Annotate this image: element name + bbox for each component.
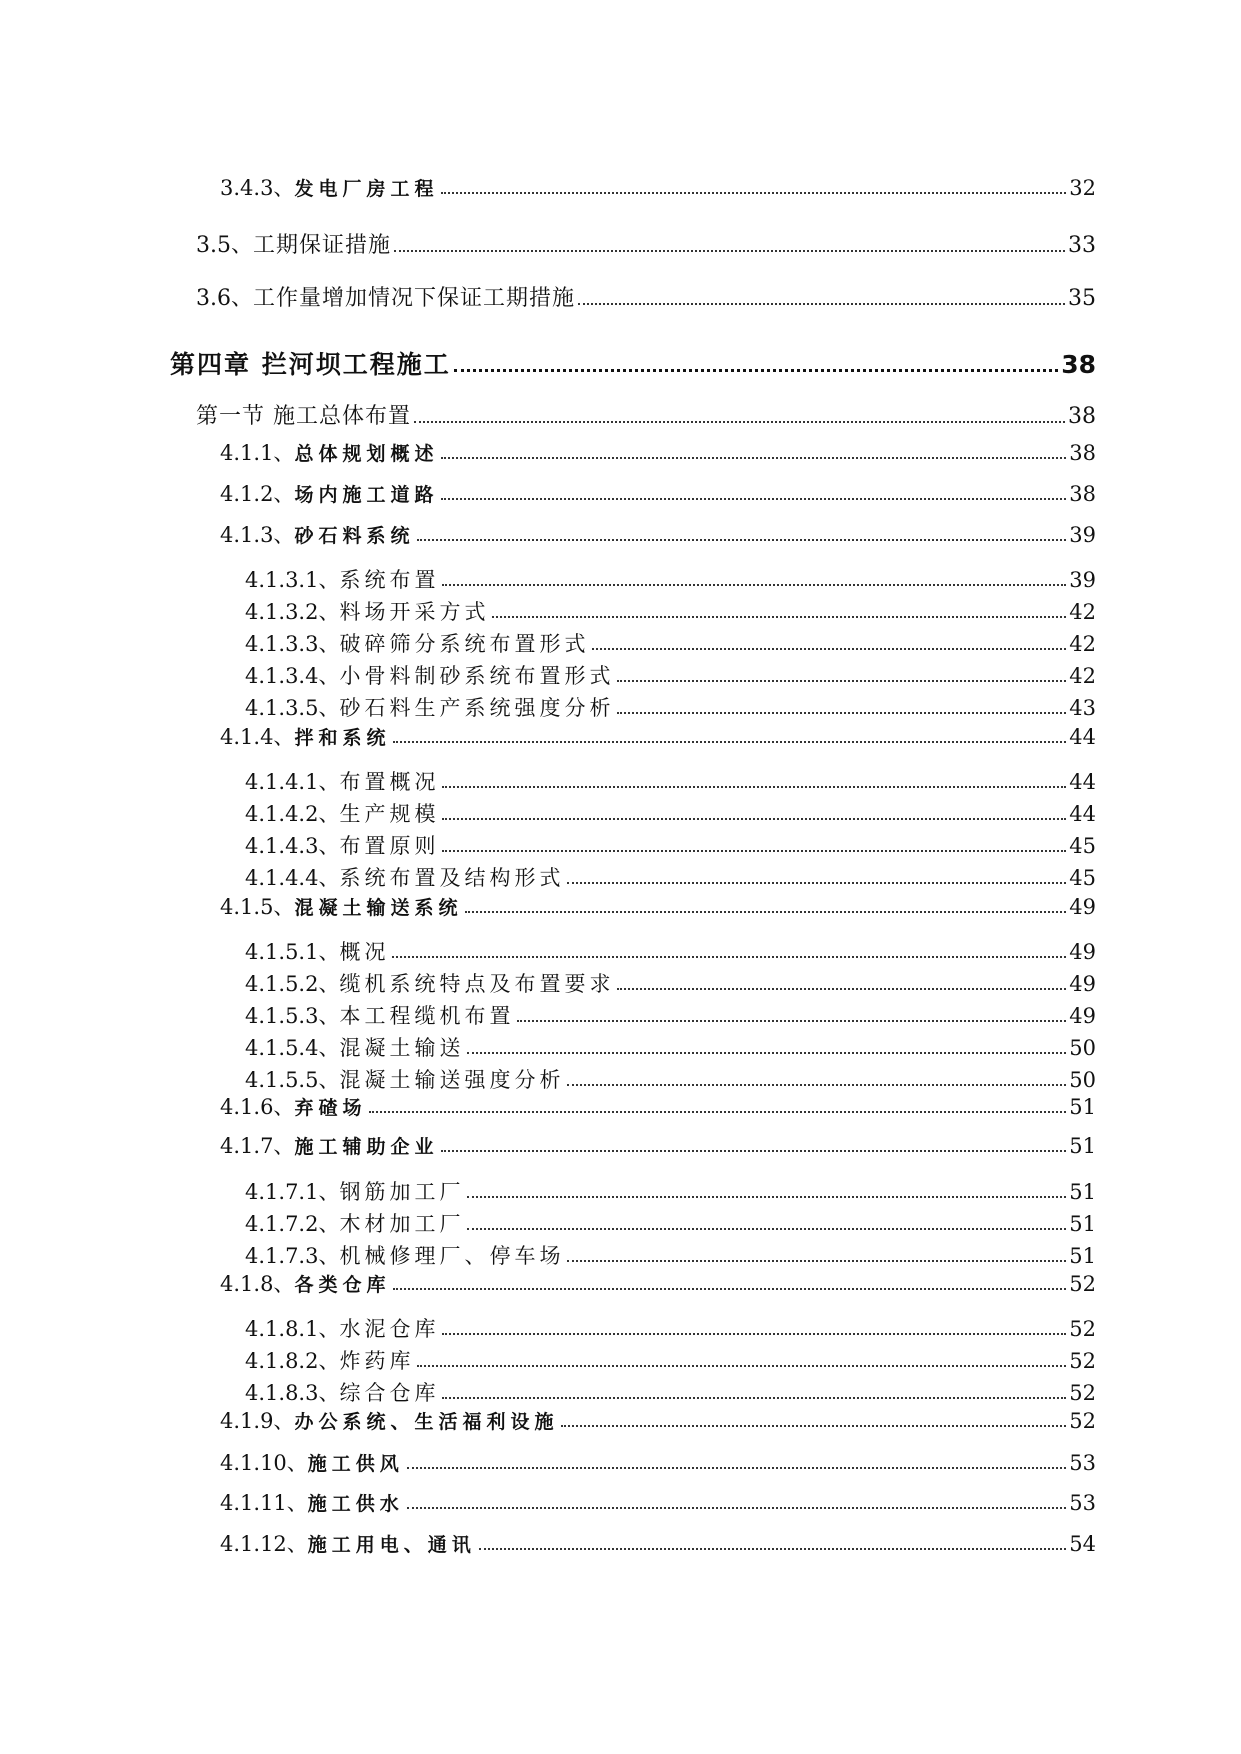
toc-number: 4.1.1、 — [220, 441, 295, 465]
toc-entry-4-1-1[interactable] — [220, 443, 1096, 464]
toc-number: 4.1.5.4、 — [245, 1036, 340, 1060]
toc-number: 4.1.8.2、 — [245, 1349, 340, 1373]
toc-title: 工期保证措施 — [253, 233, 392, 258]
dot-leader — [442, 850, 1066, 852]
toc-title: 发电厂房工程 — [294, 178, 439, 200]
toc-number: 4.1.6、 — [220, 1095, 295, 1119]
toc-entry-4-1-4-4[interactable] — [245, 868, 1096, 889]
toc-page: 51 — [1069, 1244, 1096, 1268]
dot-leader — [561, 1425, 1066, 1427]
toc-page: 39 — [1069, 568, 1096, 592]
toc-title: 办公系统、生活福利设施 — [294, 1411, 559, 1433]
toc-page: 53 — [1069, 1491, 1096, 1515]
dot-leader — [442, 818, 1066, 820]
toc-entry-section-1[interactable] — [196, 406, 1096, 428]
dot-leader — [617, 712, 1066, 714]
dot-leader — [567, 1084, 1066, 1086]
toc-number: 4.1.3、 — [220, 523, 295, 547]
dot-leader — [578, 303, 1065, 305]
toc-number: 4.1.2、 — [220, 482, 295, 506]
toc-number: 3.6、 — [196, 286, 253, 311]
toc-title: 布置原则 — [339, 834, 440, 858]
toc-title: 生产规模 — [339, 802, 440, 826]
dot-leader — [442, 1333, 1066, 1335]
toc-entry-4-1-8-1[interactable] — [245, 1319, 1096, 1340]
toc-entry-4-1-3-2[interactable] — [245, 602, 1096, 623]
toc-title: 料场开采方式 — [339, 600, 490, 624]
toc-page: 39 — [1069, 523, 1096, 547]
toc-entry-4-1-12[interactable] — [220, 1534, 1096, 1555]
toc-entry-4-1-3-5[interactable] — [245, 698, 1096, 719]
toc-entry-4-1-10[interactable] — [220, 1453, 1096, 1474]
toc-title: 施工辅助企业 — [294, 1136, 439, 1158]
toc-page: 50 — [1069, 1036, 1096, 1060]
dot-leader — [417, 1365, 1066, 1367]
toc-entry-4-1-4[interactable] — [220, 727, 1096, 748]
toc-number: 4.1.8.3、 — [245, 1381, 340, 1405]
toc-title: 施工供水 — [307, 1493, 404, 1515]
dot-leader — [467, 1196, 1066, 1198]
toc-entry-4-1-8-2[interactable] — [245, 1351, 1096, 1372]
toc-number: 4.1.7.2、 — [245, 1212, 340, 1236]
toc-page: 52 — [1069, 1272, 1096, 1296]
toc-title: 砂石料系统 — [294, 525, 415, 547]
dot-leader — [467, 1052, 1066, 1054]
toc-page: 49 — [1069, 1004, 1096, 1028]
toc-title: 总体规划概述 — [294, 443, 439, 465]
toc-title: 施工用电、通讯 — [307, 1534, 476, 1556]
toc-entry-4-1-5-1[interactable] — [245, 942, 1096, 963]
toc-number: 4.1.3.1、 — [245, 568, 340, 592]
toc-entry-4-1-7-3[interactable] — [245, 1246, 1096, 1267]
toc-number: 4.1.3.5、 — [245, 696, 340, 720]
toc-title: 混凝土输送系统 — [294, 897, 463, 919]
toc-entry-4-1-6[interactable] — [220, 1097, 1096, 1118]
toc-number: 4.1.10、 — [220, 1451, 308, 1475]
dot-leader — [441, 457, 1066, 459]
dot-leader — [393, 1288, 1066, 1290]
toc-entry-4-1-7-1[interactable] — [245, 1182, 1096, 1203]
toc-page: 51 — [1069, 1212, 1096, 1236]
toc-page: 32 — [1069, 176, 1096, 200]
toc-title: 机械修理厂、停车场 — [339, 1244, 565, 1268]
toc-page: 53 — [1069, 1451, 1096, 1475]
toc-title: 水泥仓库 — [339, 1317, 440, 1341]
toc-number: 4.1.8、 — [220, 1272, 295, 1296]
toc-page: 44 — [1069, 802, 1096, 826]
toc-page: 44 — [1069, 770, 1096, 794]
dot-leader — [417, 539, 1066, 541]
dot-leader — [492, 616, 1066, 618]
toc-page: 43 — [1069, 696, 1096, 720]
toc-number: 3.5、 — [196, 233, 253, 258]
dot-leader — [392, 956, 1066, 958]
toc-page: 51 — [1069, 1180, 1096, 1204]
toc-number: 4.1.4、 — [220, 725, 295, 749]
dot-leader — [441, 498, 1066, 500]
dot-leader — [567, 1260, 1066, 1262]
toc-page: 51 — [1069, 1134, 1096, 1158]
dot-leader — [442, 786, 1066, 788]
toc-number: 3.4.3、 — [220, 176, 295, 200]
toc-title: 系统布置 — [339, 568, 440, 592]
dot-leader — [369, 1111, 1066, 1113]
dot-leader — [394, 250, 1065, 252]
toc-title: 场内施工道路 — [294, 484, 439, 506]
toc-entry-4-1-5-2[interactable] — [245, 974, 1096, 995]
dot-leader — [442, 1397, 1066, 1399]
toc-title: 木材加工厂 — [339, 1212, 465, 1236]
toc-page: 54 — [1069, 1532, 1096, 1556]
dot-leader — [414, 421, 1065, 423]
dot-leader — [407, 1467, 1066, 1469]
toc-title: 炸药库 — [339, 1349, 415, 1373]
toc-entry-4-1-3[interactable] — [220, 525, 1096, 546]
dot-leader — [467, 1228, 1066, 1230]
toc-page: 49 — [1069, 972, 1096, 996]
toc-title: 第一节 施工总体布置 — [196, 404, 411, 429]
toc-number: 4.1.11、 — [220, 1491, 308, 1515]
toc-number: 4.1.3.3、 — [245, 632, 340, 656]
toc-entry-3-6[interactable] — [196, 288, 1096, 310]
toc-number: 4.1.9、 — [220, 1409, 295, 1433]
toc-entry-chapter-4[interactable] — [170, 352, 1096, 377]
toc-number: 4.1.7、 — [220, 1134, 295, 1158]
toc-number: 4.1.5.1、 — [245, 940, 340, 964]
toc-page: 38 — [1068, 404, 1096, 429]
dot-leader — [465, 911, 1066, 913]
toc-title: 弃碴场 — [294, 1097, 367, 1119]
toc-entry-4-1-5-4[interactable] — [245, 1038, 1096, 1059]
toc-number: 4.1.4.4、 — [245, 866, 340, 890]
toc-entry-4-1-7[interactable] — [220, 1136, 1096, 1157]
toc-page: 51 — [1069, 1095, 1096, 1119]
toc-entry-4-1-4-3[interactable] — [245, 836, 1096, 857]
toc-number: 4.1.5.5、 — [245, 1068, 340, 1092]
toc-number: 4.1.4.3、 — [245, 834, 340, 858]
toc-page: 33 — [1068, 233, 1096, 258]
toc-page: 45 — [1069, 866, 1096, 890]
dot-leader — [479, 1548, 1066, 1550]
dot-leader — [517, 1020, 1066, 1022]
dot-leader — [592, 648, 1066, 650]
toc-title: 综合仓库 — [339, 1381, 440, 1405]
toc-title: 概况 — [339, 940, 390, 964]
dot-leader — [393, 741, 1066, 743]
toc-title: 砂石料生产系统强度分析 — [339, 696, 615, 720]
toc-entry-4-1-3-4[interactable] — [245, 666, 1096, 687]
toc-title: 缆机系统特点及布置要求 — [339, 972, 615, 996]
toc-title: 破碎筛分系统布置形式 — [339, 632, 590, 656]
toc-entry-4-1-4-1[interactable] — [245, 772, 1096, 793]
toc-title: 第四章 拦河坝工程施工 — [170, 350, 451, 379]
toc-entry-4-1-5-3[interactable] — [245, 1006, 1096, 1027]
toc-entry-3-5[interactable] — [196, 235, 1096, 257]
dot-leader — [442, 584, 1066, 586]
toc-entry-4-1-7-2[interactable] — [245, 1214, 1096, 1235]
toc-entry-4-1-8-3[interactable] — [245, 1383, 1096, 1404]
toc-title: 混凝土输送 — [339, 1036, 465, 1060]
toc-page: 42 — [1069, 664, 1096, 688]
toc-title: 拌和系统 — [294, 727, 391, 749]
toc-entry-4-1-4-2[interactable] — [245, 804, 1096, 825]
toc-page: 45 — [1069, 834, 1096, 858]
toc-page: 38 — [1069, 441, 1096, 465]
dot-leader — [567, 882, 1066, 884]
toc-page: 35 — [1068, 286, 1096, 311]
dot-leader — [617, 680, 1066, 682]
dot-leader — [407, 1507, 1066, 1509]
toc-number: 4.1.4.2、 — [245, 802, 340, 826]
toc-title: 小骨料制砂系统布置形式 — [339, 664, 615, 688]
dot-leader — [454, 369, 1058, 372]
toc-page: 42 — [1069, 632, 1096, 656]
toc-entry-4-1-5[interactable] — [220, 897, 1096, 918]
toc-number: 4.1.3.4、 — [245, 664, 340, 688]
dot-leader — [441, 192, 1066, 194]
toc-title: 布置概况 — [339, 770, 440, 794]
toc-page: 38 — [1061, 350, 1096, 379]
toc-entry-4-1-3-1[interactable] — [245, 570, 1096, 591]
toc-title: 各类仓库 — [294, 1274, 391, 1296]
dot-leader — [441, 1150, 1066, 1152]
toc-title: 施工供风 — [307, 1453, 404, 1475]
toc-number: 4.1.4.1、 — [245, 770, 340, 794]
toc-entry-4-1-8[interactable] — [220, 1274, 1096, 1295]
toc-number: 4.1.5、 — [220, 895, 295, 919]
toc-page: 44 — [1069, 725, 1096, 749]
toc-page: 50 — [1069, 1068, 1096, 1092]
toc-title: 混凝土输送强度分析 — [339, 1068, 565, 1092]
toc-title: 本工程缆机布置 — [339, 1004, 515, 1028]
toc-page: 52 — [1069, 1349, 1096, 1373]
toc-page: 49 — [1069, 940, 1096, 964]
toc-title: 钢筋加工厂 — [339, 1180, 465, 1204]
dot-leader — [617, 988, 1066, 990]
toc-number: 4.1.7.1、 — [245, 1180, 340, 1204]
toc-page: 52 — [1069, 1409, 1096, 1433]
toc-entry-4-1-11[interactable] — [220, 1493, 1096, 1514]
toc-entry-4-1-9[interactable] — [220, 1411, 1096, 1432]
toc-number: 4.1.5.3、 — [245, 1004, 340, 1028]
toc-page: 49 — [1069, 895, 1096, 919]
toc-number: 4.1.12、 — [220, 1532, 308, 1556]
toc-page: 42 — [1069, 600, 1096, 624]
toc-entry-3-4-3[interactable] — [220, 178, 1096, 199]
toc-entry-4-1-5-5[interactable] — [245, 1070, 1096, 1091]
toc-title: 系统布置及结构形式 — [339, 866, 565, 890]
toc-title: 工作量增加情况下保证工期措施 — [253, 286, 576, 311]
toc-number: 4.1.5.2、 — [245, 972, 340, 996]
toc-page: 38 — [1069, 482, 1096, 506]
toc-page: 52 — [1069, 1381, 1096, 1405]
toc-number: 4.1.8.1、 — [245, 1317, 340, 1341]
toc-entry-4-1-3-3[interactable] — [245, 634, 1096, 655]
toc-entry-4-1-2[interactable] — [220, 484, 1096, 505]
toc-number: 4.1.7.3、 — [245, 1244, 340, 1268]
toc-number: 4.1.3.2、 — [245, 600, 340, 624]
toc-page: 52 — [1069, 1317, 1096, 1341]
